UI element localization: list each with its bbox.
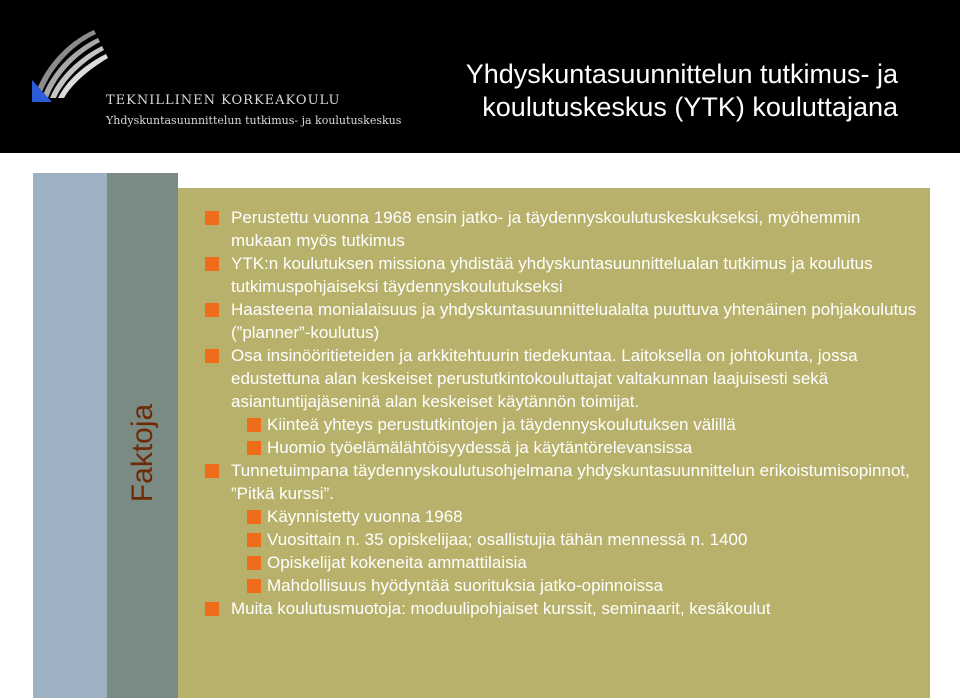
sub-list-item — [205, 505, 917, 528]
bullet-square-icon — [247, 418, 261, 432]
sub-list-item-text: Opiskelijat kokeneita ammattilaisia — [267, 553, 527, 572]
bullet-list — [205, 206, 917, 620]
sub-list-item — [205, 436, 917, 459]
list-item-text: Osa insinööritieteiden ja arkkitehtuurin tiedekuntaa. Laitoksella on johtokunta, jossa edustettuna alan keskeiset perustutkintokouluttajat valtakunnan laajuisesti sekä asiantuntijajäseninä alan keskeiset käytännön toimijat. — [231, 346, 858, 411]
bullet-square-icon — [247, 510, 261, 524]
bullet-square-icon — [205, 349, 219, 363]
list-item — [205, 344, 917, 413]
list-item-text: Haasteena monialaisuus ja yhdyskuntasuunnittelualalta puuttuva yhtenäinen pohjakoulutus (”planner”-koulutus) — [231, 300, 917, 342]
sub-list-item-text: Mahdollisuus hyödyntää suorituksia jatko-opinnoissa — [267, 576, 663, 595]
bullet-square-icon — [247, 579, 261, 593]
logo-subtitle: Yhdyskuntasuunnittelun tutkimus- ja koulutuskeskus — [106, 114, 402, 127]
sub-list-item — [205, 551, 917, 574]
sub-list-item — [205, 574, 917, 597]
sub-list-item-text: Vuosittain n. 35 opiskelijaa; osallistujia tähän mennessä n. 1400 — [267, 530, 748, 549]
bullet-square-icon — [205, 211, 219, 225]
list-item-text: Muita koulutusmuotoja: moduulipohjaiset kurssit, seminaarit, kesäkoulut — [231, 599, 771, 618]
page-title-line-1: Yhdyskuntasuunnittelun tutkimus- ja — [465, 59, 898, 89]
sub-list-item — [205, 413, 917, 436]
side-label: Faktoja — [126, 403, 159, 503]
bullet-square-icon — [205, 602, 219, 616]
logo-name: TEKNILLINEN KORKEAKOULU — [106, 93, 341, 108]
list-item-text: YTK:n koulutuksen missiona yhdistää yhdyskuntasuunnittelualan tutkimus ja koulutus tutkimuspohjaiseksi täydennyskoulutukseksi — [231, 254, 873, 296]
page-title-line-2: koulutuskeskus (YTK) kouluttajana — [482, 92, 898, 122]
list-item — [205, 597, 917, 620]
bullet-square-icon — [247, 533, 261, 547]
list-item-text: Perustettu vuonna 1968 ensin jatko- ja täydennyskoulutuskeskukseksi, myöhemmin mukaan myös tutkimus — [231, 208, 861, 250]
bullet-square-icon — [247, 441, 261, 455]
bullet-square-icon — [247, 556, 261, 570]
list-item — [205, 298, 917, 344]
list-item — [205, 459, 917, 505]
list-item — [205, 206, 917, 252]
sub-list-item — [205, 528, 917, 551]
sub-list-item-text: Huomio työelämälähtöisyydessä ja käytäntörelevansissa — [267, 438, 693, 457]
sub-list-item-text: Käynnistetty vuonna 1968 — [267, 507, 463, 526]
list-item — [205, 252, 917, 298]
page-title — [438, 58, 898, 124]
list-item-text: Tunnetuimpana täydennyskoulutusohjelmana yhdyskuntasuunnittelun erikoistumisopinnot, ”Pitkä kurssi”. — [231, 461, 910, 503]
bullet-square-icon — [205, 303, 219, 317]
bullet-square-icon — [205, 257, 219, 271]
sub-list-item-text: Kiinteä yhteys perustutkintojen ja täydennyskoulutuksen välillä — [267, 415, 736, 434]
bullet-square-icon — [205, 464, 219, 478]
header-bar — [0, 0, 960, 153]
